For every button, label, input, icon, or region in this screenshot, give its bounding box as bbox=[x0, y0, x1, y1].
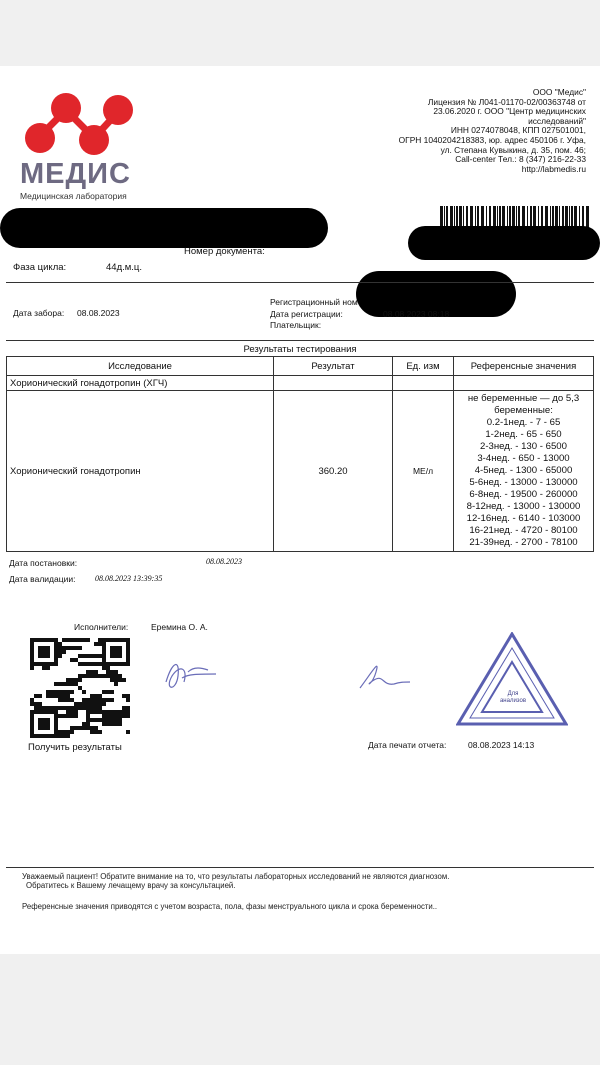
divider bbox=[6, 867, 594, 868]
redaction-bar bbox=[0, 208, 328, 248]
payer-label: Плательщик: bbox=[270, 320, 322, 330]
ref-line: 2-3нед. - 130 - 6500 bbox=[480, 441, 567, 452]
test-unit: МЕ/л bbox=[393, 391, 454, 552]
ref-line: 16-21нед. - 4720 - 80100 bbox=[469, 525, 578, 536]
signature-icon bbox=[354, 652, 414, 698]
divider bbox=[6, 282, 594, 283]
stamp-text: анализов bbox=[499, 698, 527, 704]
column-header: Ед. изм bbox=[393, 357, 454, 376]
ref-line: 6-8нед. - 19500 - 260000 bbox=[469, 489, 578, 500]
ref-line: 21-39нед. - 2700 - 78100 bbox=[469, 537, 578, 548]
divider bbox=[6, 340, 594, 341]
performer-name: Еремина О. А. bbox=[151, 622, 208, 632]
doc-number-label: Номер документа: bbox=[184, 246, 265, 257]
disclaimer-line: Обратитесь к Вашему лечащему врачу за консультацией. bbox=[26, 881, 236, 890]
reference-values bbox=[454, 391, 594, 552]
lab-report-sheet bbox=[0, 66, 600, 954]
phase-label: Фаза цикла: bbox=[13, 262, 67, 273]
collect-date-label: Дата забора: bbox=[13, 308, 65, 318]
org-line: Call-center Тел.: 8 (347) 216-22-33 bbox=[455, 154, 586, 165]
column-header: Исследование bbox=[7, 357, 274, 376]
organization-details bbox=[366, 88, 586, 174]
reference-note: Референсные значения приводятся с учетом возраста, пола, фазы менструального цикла и срока беременности.. bbox=[22, 902, 438, 911]
ref-line: 3-4нед. - 650 - 13000 bbox=[477, 453, 570, 464]
test-result: 360.20 bbox=[274, 391, 393, 552]
column-header: Результат bbox=[274, 357, 393, 376]
results-table bbox=[6, 356, 594, 552]
placed-date-label: Дата постановки: bbox=[9, 558, 78, 568]
ref-line: 12-16нед. - 6140 - 103000 bbox=[466, 513, 581, 524]
org-link: http://labmedis.ru bbox=[521, 163, 586, 174]
ref-line: 1-2нед. - 65 - 650 bbox=[485, 429, 562, 440]
org-line: исследований" bbox=[528, 115, 586, 126]
reg-number-label: Регистрационный ном bbox=[270, 297, 358, 307]
ref-line: 5-6нед. - 13000 - 130000 bbox=[469, 477, 578, 488]
print-date-label: Дата печати отчета: bbox=[368, 740, 447, 750]
qr-code-icon[interactable] bbox=[30, 638, 130, 738]
org-line: 23.06.2020 г. ООО "Центр медицинских bbox=[433, 106, 586, 117]
validation-date-value: 08.08.2023 13:39:35 bbox=[95, 574, 163, 583]
ref-line: 4-5нед. - 1300 - 65000 bbox=[474, 465, 573, 476]
redaction-bar bbox=[408, 226, 600, 260]
placed-date-value: 08.08.2023 bbox=[206, 557, 242, 566]
org-line: ул. Степана Кувыкина, д. 35, пом. 46; bbox=[440, 144, 586, 155]
org-line: ООО "Медис" bbox=[532, 87, 586, 97]
ref-line: беременные: bbox=[494, 405, 553, 416]
performers-label: Исполнители: bbox=[74, 622, 129, 632]
logo-wordmark: МЕДИС bbox=[20, 158, 131, 190]
stamp-icon bbox=[456, 632, 568, 728]
group-name: Хорионический гонадотропин (ХГЧ) bbox=[7, 376, 274, 391]
ref-line: 8-12нед. - 13000 - 130000 bbox=[466, 501, 581, 512]
stamp-text: Для bbox=[507, 691, 519, 697]
reg-date-label: Дата регистрации: bbox=[270, 309, 343, 319]
table-group-row bbox=[7, 376, 594, 391]
table-header-row bbox=[7, 357, 594, 376]
column-header: Референсные значения bbox=[454, 357, 594, 376]
validation-date-label: Дата валидации: bbox=[9, 574, 76, 584]
phase-value: 44д.м.ц. bbox=[106, 262, 143, 273]
org-line: Лицензия № Л041-01170-02/00363748 от bbox=[427, 96, 586, 107]
ref-line: 0.2-1нед. - 7 - 65 bbox=[486, 417, 561, 428]
print-date-value: 08.08.2023 14:13 bbox=[468, 740, 535, 750]
ref-line: не беременные — до 5,3 bbox=[467, 393, 580, 404]
signature-icon bbox=[158, 652, 222, 698]
org-line: ОГРН 1040204218383, юр. адрес 450106 г. Уфа, bbox=[398, 134, 586, 145]
qr-caption: Получить результаты bbox=[28, 742, 122, 753]
test-name: Хорионический гонадотропин bbox=[7, 391, 274, 552]
table-row bbox=[7, 391, 594, 552]
disclaimer-line: Уважаемый пациент! Обратите внимание на то, что результаты лабораторных исследований не являются диагнозом. bbox=[22, 872, 450, 881]
results-title: Результаты тестирования bbox=[243, 344, 357, 355]
org-line: ИНН 0274078048, КПП 027501001, bbox=[450, 125, 586, 136]
collect-date-value: 08.08.2023 bbox=[77, 308, 120, 318]
medis-logo-icon bbox=[18, 88, 138, 158]
logo-subtitle: Медицинская лаборатория bbox=[20, 191, 127, 201]
reg-date-value: 08.08.2023 08:18 bbox=[383, 309, 450, 319]
